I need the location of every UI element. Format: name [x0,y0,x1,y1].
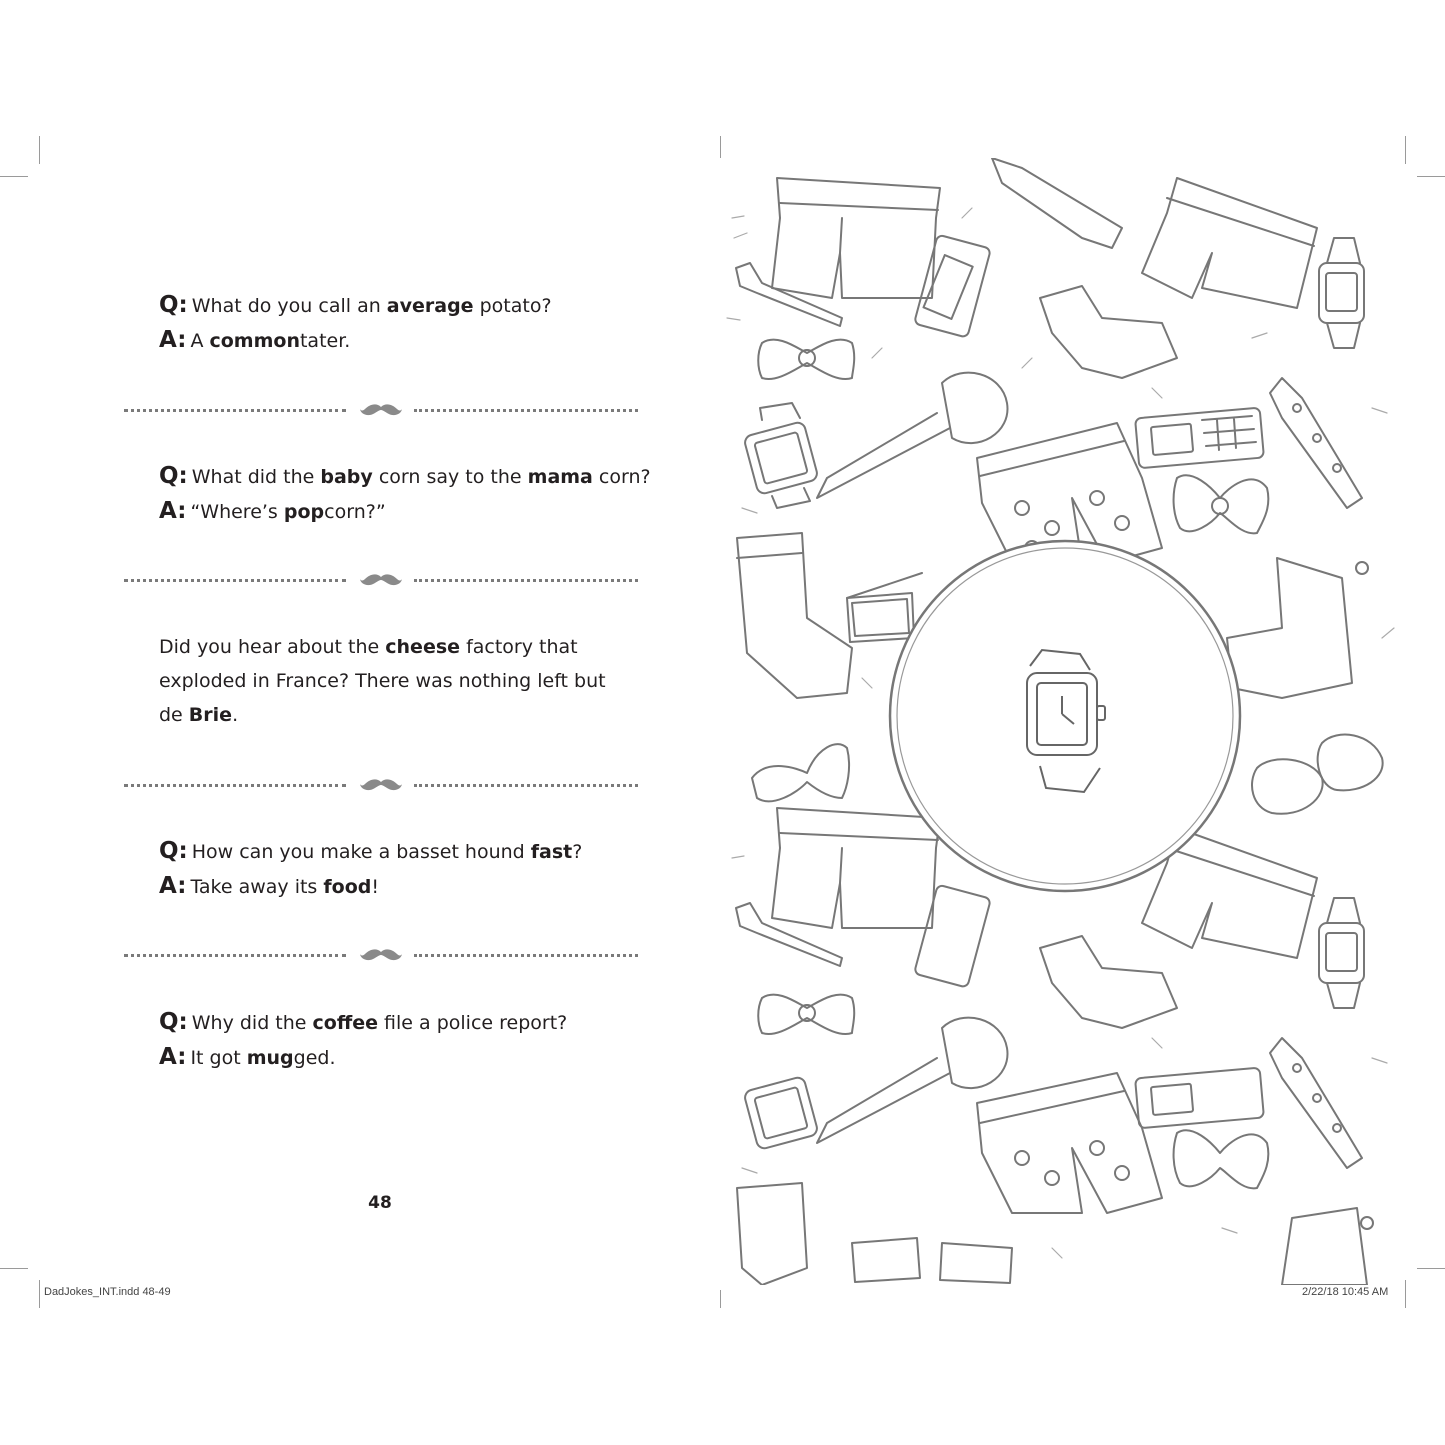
dotted-rule [124,784,346,787]
dotted-rule [414,784,638,787]
page-number: 48 [368,1193,392,1213]
bow-tie-icon [1174,1130,1269,1188]
dotted-rule [124,409,346,412]
question-line: Q: How can you make a basset hound fast? [159,838,583,864]
slug-left: DadJokes_INT.indd 48-49 [44,1286,171,1298]
boxer-shorts-icon [977,1073,1162,1213]
jokes-page [0,0,720,1445]
razor-icon [736,263,842,326]
q-label: Q: [159,1009,188,1035]
glasses-icon [852,1238,1012,1283]
mobile-phone-icon [1135,1068,1264,1129]
pattern-illustration [722,158,1421,1285]
answer-line: A: It got mugged. [159,1044,336,1070]
mustache-divider [124,948,638,962]
sock-icon [1282,1208,1373,1285]
boxer-shorts-icon [772,808,940,928]
bow-tie-icon [1174,475,1269,533]
tie-icon [1270,1038,1362,1168]
a-label: A: [159,1044,187,1070]
answer-line: A: A commontater. [159,327,351,353]
q-label: Q: [159,463,188,489]
boxer-shorts-icon [1142,178,1317,308]
wristwatch-icon [743,1076,818,1150]
q-label: Q: [159,292,188,318]
dotted-rule [414,579,638,582]
question-line: Q: Why did the coffee file a police report? [159,1009,568,1035]
question-line: Q: What do you call an average potato? [159,292,552,318]
q-label: Q: [159,838,188,864]
tie-icon [992,158,1122,248]
dotted-rule [414,409,638,412]
question-line: Q: What did the baby corn say to the mama corn? [159,463,651,489]
mustache-divider [124,573,638,587]
center-medallion [890,541,1240,891]
joke-3: Did you hear about the cheese factory that exploded in France? There was nothing left but de Brie. [159,636,606,726]
answer-line: A: “Where’s popcorn?” [159,498,386,524]
crop-mark [720,1290,721,1308]
joke-4 [159,834,582,904]
mustache-icon [360,948,402,962]
sock-icon [1227,558,1368,698]
wristwatch-icon [1319,238,1364,348]
crop-mark [1417,176,1445,177]
wristwatch-icon [743,403,818,508]
tie-icon [1270,378,1362,508]
phone-icon [914,885,991,988]
sock-icon [737,1183,807,1285]
sock-icon [737,533,852,698]
sock-icon [1040,286,1177,378]
a-label: A: [159,873,187,899]
bow-tie-icon [752,744,849,801]
mobile-phone-icon [1135,408,1264,469]
joke-5 [159,1005,567,1075]
illustration-canvas [722,158,1421,1285]
bow-tie-icon [758,995,854,1034]
mustache-divider [124,778,638,792]
crop-mark [720,136,721,158]
mustache-divider [124,403,638,417]
glasses-icon [1252,735,1383,814]
boxer-shorts-icon [772,178,940,298]
dotted-rule [414,954,638,957]
a-label: A: [159,498,187,524]
mustache-icon [360,573,402,587]
phone-icon [914,235,991,338]
mustache-icon [360,778,402,792]
a-label: A: [159,327,187,353]
sock-icon [1040,936,1177,1028]
bow-tie-icon [758,340,854,379]
dotted-rule [124,579,346,582]
razor-icon [736,903,842,966]
joke-1 [159,288,552,358]
crop-mark [1417,1268,1445,1269]
mustache-icon [360,403,402,417]
joke-2 [159,459,651,529]
slug-right: 2/22/18 10:45 AM [1302,1286,1389,1298]
answer-line: A: Take away its food! [159,873,379,899]
wristwatch-icon [1319,898,1364,1008]
dotted-rule [124,954,346,957]
